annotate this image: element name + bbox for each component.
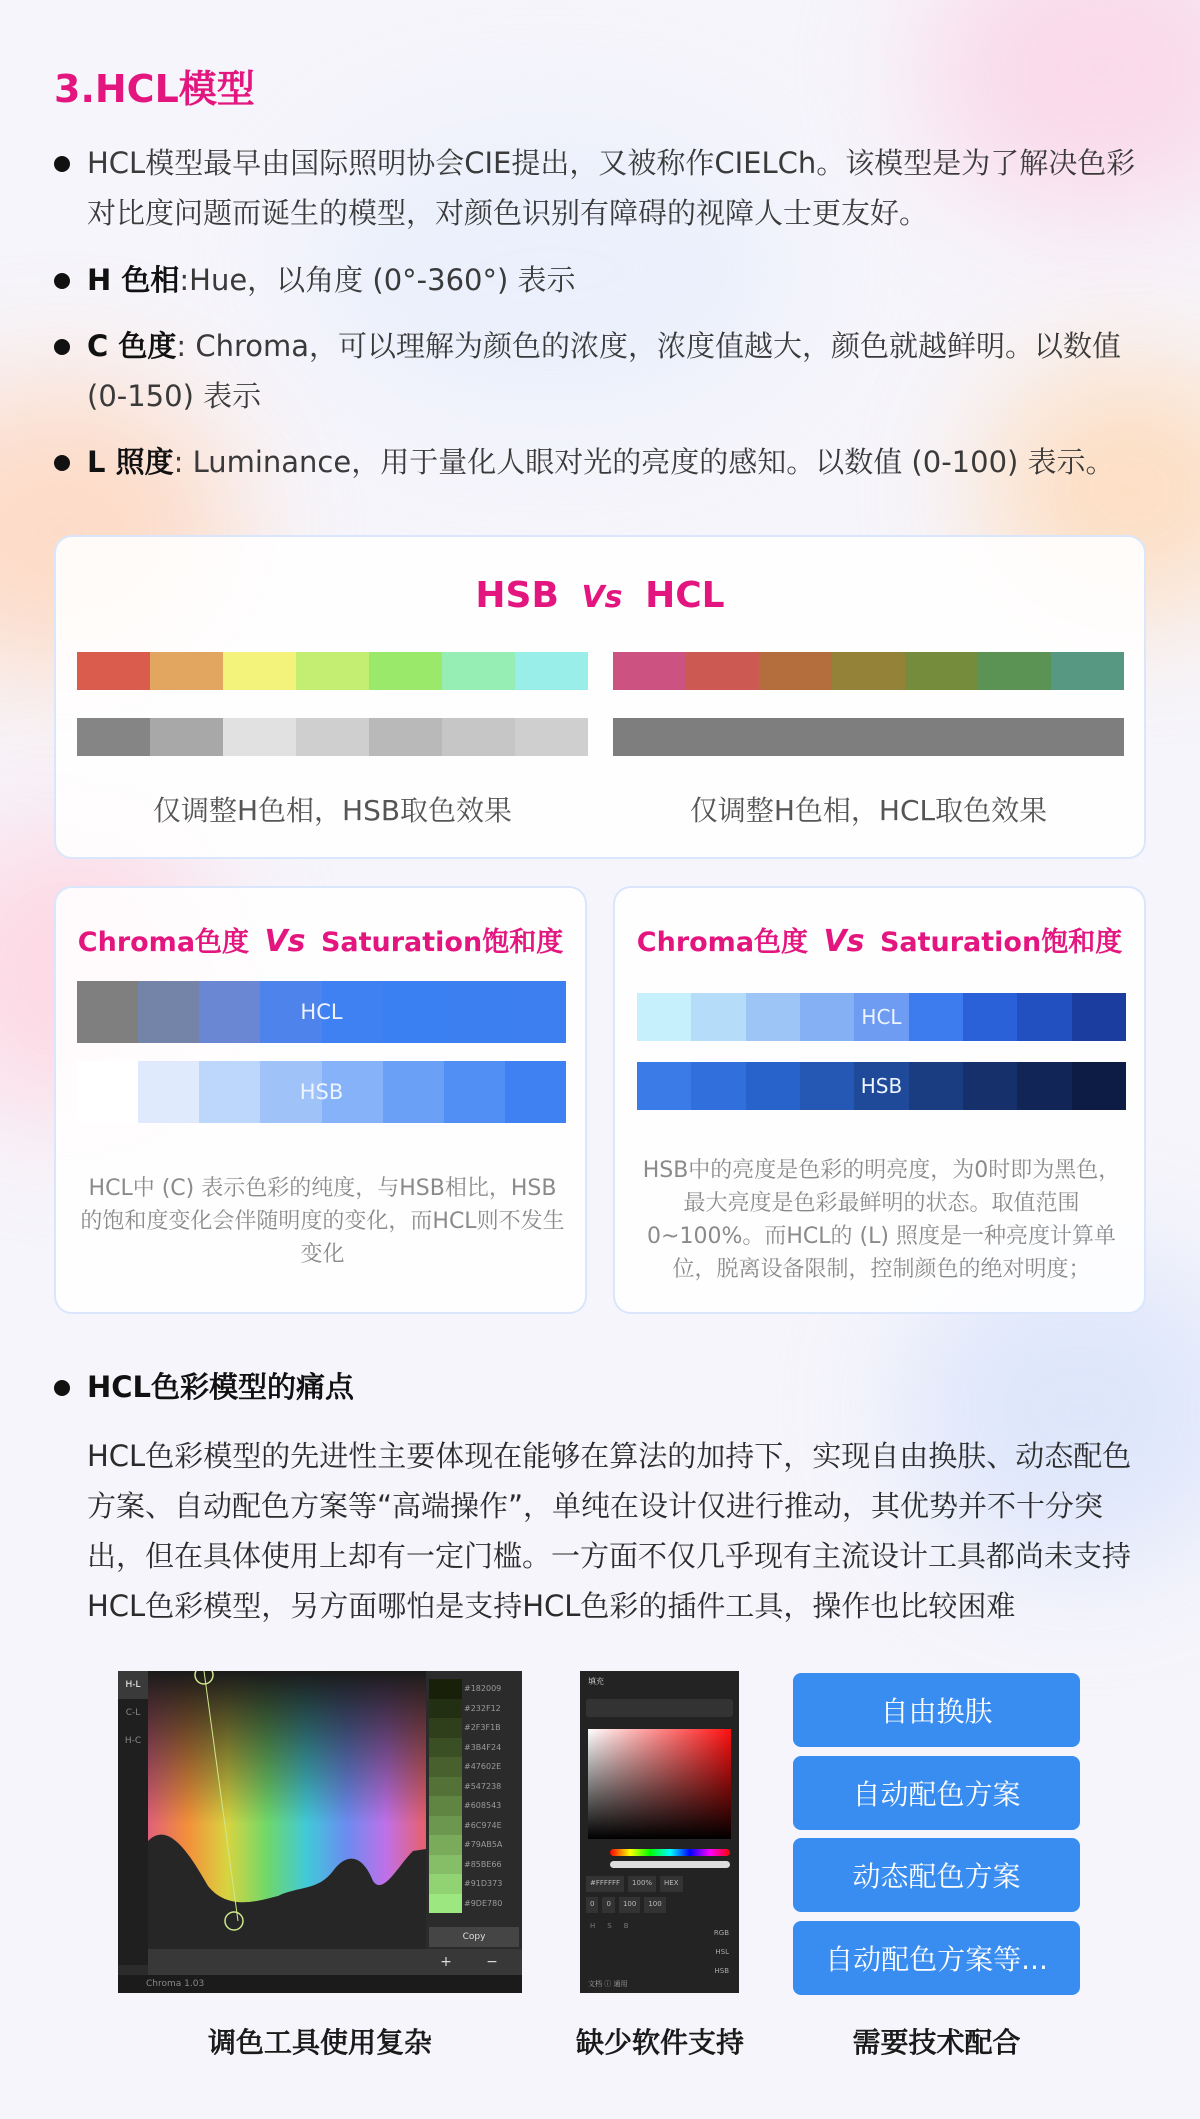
card-description: HSB中的亮度是色彩的明亮度，为0时即为黑色，最大亮度是色彩最鲜明的状态。取值范围0~100%。而HCL的 (L) 照度是一种亮度计算单位，脱离设备限制，控制颜色的绝对明度；: [642, 1158, 1121, 1282]
color-swatch: [77, 652, 150, 690]
mode-hsl[interactable]: HSL: [715, 1948, 729, 1956]
card-title: Chroma色度 Vs Saturation饱和度: [636, 924, 1123, 959]
color-swatch: [296, 652, 369, 690]
alpha-slider[interactable]: [610, 1861, 730, 1868]
pain-point-paragraph: HCL色彩模型的先进性主要体现在能够在算法的加持下，实现自由换肤、动态配色方案、自动配色方案等“高端操作”，单纯在设计仅进行推动，其优势并不十分突出，但在具体使用上却有一定门槛。一方面不仅几乎现有主流设计工具都尚未支持HCL色彩模型，另方面哪怕是支持HCL色彩的插件工具，操作也比较困难: [87, 1439, 1132, 1623]
bullet-luminance: L 照度: Luminance，用于量化人眼对光的亮度的感知。以数值 (0-100) 表示。: [54, 437, 1144, 487]
chroma-tool-screenshot: [118, 1671, 522, 1993]
chroma-vs-saturation-card-left: [54, 886, 587, 1314]
remove-button[interactable]: −: [486, 1954, 498, 1970]
mode-tab-hc[interactable]: H-C: [124, 1736, 142, 1746]
color-swatch: [442, 652, 515, 690]
hex-value: #232F12: [464, 1703, 501, 1713]
color-swatch: [905, 652, 978, 690]
add-button[interactable]: +: [440, 1954, 452, 1970]
hex-value: #547238: [464, 1781, 502, 1791]
hex-value: #182009: [464, 1684, 502, 1693]
dynamic-color-scheme-button[interactable]: 动态配色方案: [793, 1838, 1080, 1912]
hue-slider[interactable]: [610, 1849, 730, 1856]
hcl-chroma-bar: [637, 993, 1126, 1041]
hex-value: #9DE780: [464, 1898, 503, 1908]
hex-value: #85BE66: [464, 1859, 502, 1869]
hex-value: #608543: [464, 1801, 502, 1810]
color-swatch[interactable]: [429, 1679, 462, 1699]
term-hue: H 色相: [87, 263, 180, 297]
color-swatch[interactable]: [429, 1757, 462, 1777]
color-swatch[interactable]: [429, 1718, 462, 1738]
hex-list: [464, 1679, 520, 1913]
color-swatch: [515, 652, 588, 690]
mode-tab-hl[interactable]: H-L: [118, 1671, 148, 1699]
color-swatch: [832, 652, 905, 690]
hcl-color-swatches: [613, 652, 1124, 690]
gamut-mask: [148, 1671, 426, 1949]
color-swatch[interactable]: [429, 1855, 462, 1875]
caption-no-software-support: 缺少软件支持: [575, 2026, 744, 2059]
gray-swatch: [613, 718, 1124, 756]
panel-header: 填充: [588, 1677, 604, 1686]
hex-value: #2F3F1B: [464, 1723, 501, 1732]
hsb-brightness-bar: [637, 1062, 1126, 1110]
auto-color-scheme-etc-button[interactable]: 自动配色方案等...: [793, 1921, 1080, 1995]
term-luminance: L 照度: [87, 445, 174, 479]
tool-footer: Chroma 1.03: [118, 1975, 522, 1993]
hsb-vs-hcl-card: [54, 535, 1146, 859]
fill-panel-screenshot: [580, 1671, 739, 1993]
color-swatch: [978, 652, 1051, 690]
value-row: 0 0 100 100: [586, 1897, 733, 1913]
color-swatch: [1051, 652, 1124, 690]
hex-value: #47602E: [464, 1762, 502, 1771]
bar-label: HCL: [300, 1000, 343, 1024]
mode-tab-cl[interactable]: C-L: [125, 1708, 141, 1718]
color-swatch: [613, 652, 686, 690]
bullet-dot: [54, 339, 70, 355]
hcl-gray-swatch: [613, 718, 1124, 756]
hcl-chroma-bar: [77, 981, 566, 1043]
mode-rgb[interactable]: RGB: [713, 1929, 729, 1937]
panel-footer: 文档 ⓘ 通用: [588, 1980, 628, 1988]
swatch-list: [429, 1679, 462, 1913]
card-title: HSB Vs HCL: [475, 575, 725, 616]
hex-value: #79AB5A: [464, 1840, 503, 1849]
color-swatch: [686, 652, 759, 690]
gray-swatch: [515, 718, 588, 756]
bullet-dot: [54, 455, 70, 471]
mode-sidebar: [118, 1671, 148, 1965]
caption-hsb: 仅调整H色相，HSB取色效果: [152, 794, 513, 827]
color-swatch[interactable]: [429, 1835, 462, 1855]
color-swatch: [223, 652, 296, 690]
color-swatch[interactable]: [429, 1816, 462, 1836]
color-swatch: [150, 652, 223, 690]
pain-point-heading: HCL色彩模型的痛点: [87, 1370, 355, 1404]
hex-value: #6C974E: [464, 1820, 502, 1830]
chroma-vs-saturation-card-right: [613, 886, 1146, 1314]
card-description: HCL中 (C) 表示色彩的纯度，与HSB相比，HSB的饱和度变化会伴随明度的变化，而HCL则不发生变化: [80, 1176, 565, 1267]
color-swatch[interactable]: [429, 1738, 462, 1758]
caption-complex-tool: 调色工具使用复杂: [207, 2026, 432, 2059]
hsb-saturation-bar: [77, 1061, 566, 1123]
hsb-labels-row: H S B: [590, 1922, 629, 1930]
format-select[interactable]: HEX: [660, 1876, 682, 1892]
hex-row: [586, 1876, 733, 1892]
mode-hsb[interactable]: HSB: [714, 1967, 729, 1975]
hcl-color-plane[interactable]: [148, 1671, 426, 1949]
gray-swatch: [77, 718, 150, 756]
caption-hcl: 仅调整H色相，HCL取色效果: [689, 794, 1048, 827]
opacity-input[interactable]: 100%: [628, 1876, 656, 1892]
color-swatch[interactable]: [429, 1874, 462, 1894]
bullet-chroma: C 色度: Chroma，可以理解为颜色的浓度，浓度值越大，颜色就越鲜明。以数值 (0-150) 表示: [54, 321, 1144, 421]
card-title: Chroma色度 Vs Saturation饱和度: [77, 924, 564, 959]
gray-swatch: [296, 718, 369, 756]
gray-swatch: [150, 718, 223, 756]
auto-color-scheme-button[interactable]: 自动配色方案: [793, 1756, 1080, 1830]
copy-button[interactable]: Copy: [429, 1927, 519, 1947]
gray-swatch: [223, 718, 296, 756]
hex-input[interactable]: #FFFFFF: [586, 1876, 624, 1892]
color-swatch: [369, 652, 442, 690]
hsb-gray-swatches: [77, 718, 588, 756]
fill-type-toolbar[interactable]: [586, 1699, 733, 1717]
bullet-dot: [54, 156, 70, 172]
bullet-hcl-intro: HCL模型最早由国际照明协会CIE提出，又被称作CIELCh。该模型是为了解决色彩对比度问题而诞生的模型，对颜色识别有障碍的视障人士更友好。: [54, 138, 1144, 238]
free-skin-button[interactable]: 自由换肤: [793, 1673, 1080, 1747]
caption-needs-tech: 需要技术配合: [852, 2026, 1021, 2059]
color-swatch[interactable]: [429, 1796, 462, 1816]
bar-label: HCL: [861, 1005, 902, 1029]
color-picker-area[interactable]: [588, 1729, 731, 1839]
gray-swatch: [369, 718, 442, 756]
bar-label: HSB: [860, 1074, 903, 1098]
gray-swatch: [442, 718, 515, 756]
bullet-dot: [54, 1380, 70, 1396]
bullet-hue: H 色相:Hue，以角度 (0°-360°) 表示: [54, 255, 1144, 305]
term-chroma: C 色度: [87, 329, 177, 363]
color-swatch[interactable]: [429, 1699, 462, 1719]
section-title: 3.HCL模型: [54, 67, 255, 111]
color-swatch[interactable]: [429, 1777, 462, 1797]
hsb-color-swatches: [77, 652, 588, 690]
bullet-dot: [54, 273, 70, 289]
color-swatch[interactable]: [429, 1894, 462, 1914]
bullet-pain-point: [54, 1362, 1144, 1412]
hex-value: #3B4F24: [464, 1742, 502, 1752]
color-swatch: [759, 652, 832, 690]
bar-label: HSB: [299, 1080, 344, 1104]
hex-value: #91D373: [464, 1879, 503, 1888]
